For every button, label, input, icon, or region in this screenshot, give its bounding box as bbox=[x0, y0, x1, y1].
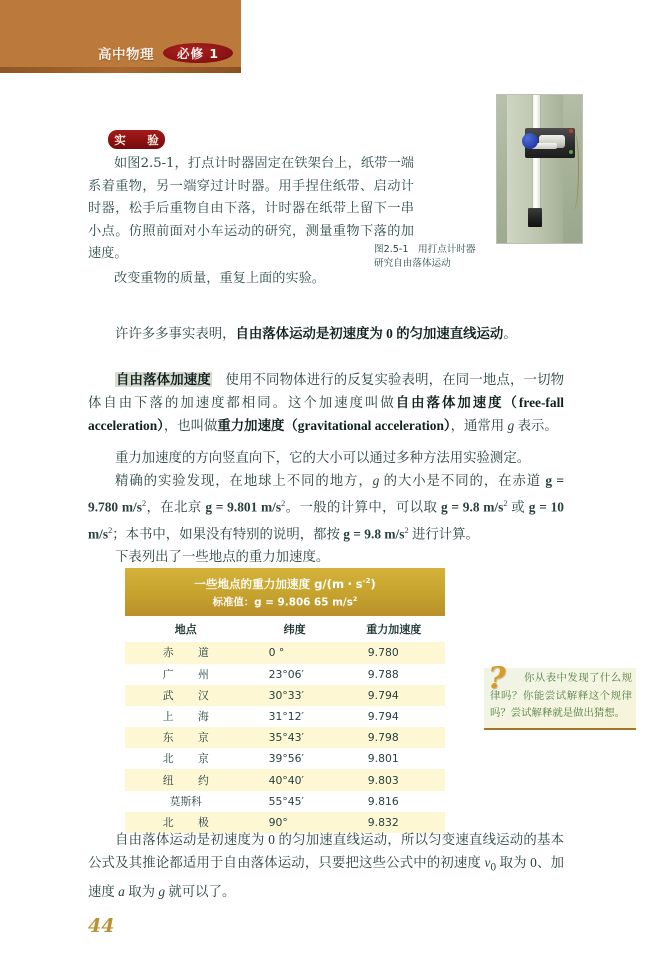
p1-bold: 自由落体运动是初速度为 0 的匀加速直线运动 bbox=[235, 326, 504, 341]
header-banner bbox=[0, 0, 241, 73]
table-column-head bbox=[125, 616, 445, 642]
p2-a: 使用不同物体进行的反复实验表明，在同一地点，一切物体自由下落的加速度都相同。这个加速度叫做 bbox=[88, 372, 565, 411]
paragraph-conclusion bbox=[88, 828, 564, 903]
cell-place: 上海 bbox=[162, 709, 209, 723]
table-row bbox=[125, 769, 445, 790]
green-indicator-icon bbox=[569, 150, 573, 154]
table-title-sup: -2 bbox=[362, 576, 371, 585]
cell-latitude: 30°33′ bbox=[268, 688, 304, 702]
cell-latitude: 39°56′ bbox=[268, 752, 304, 766]
paragraph-direction bbox=[88, 446, 564, 469]
p4-f: ；本书中，如果没有特别的说明，都按 bbox=[112, 526, 344, 542]
cell-latitude: 23°06′ bbox=[268, 667, 304, 681]
page-number: 44 bbox=[88, 915, 115, 937]
paragraph-freefall-acceleration bbox=[88, 368, 564, 438]
p2-end-2: 表示。 bbox=[514, 418, 558, 434]
table-title bbox=[125, 568, 445, 616]
paragraph-g-values bbox=[88, 469, 564, 546]
paragraph-table-intro bbox=[88, 545, 564, 568]
column-header-gravity: 重力加速度 bbox=[343, 616, 445, 642]
cell-gravity: 9.788 bbox=[367, 667, 399, 681]
p4-sup-5: 2 bbox=[404, 525, 409, 535]
table-row bbox=[125, 791, 445, 812]
cell-gravity: 9.832 bbox=[367, 815, 399, 829]
side-note-text: 你从表中发现了什么规律吗？你能尝试解释这个规律吗？尝试解释就是做出猜想。 bbox=[490, 672, 632, 720]
p2-term-2-en: （gravitational acceleration） bbox=[284, 418, 451, 434]
timer-blue-knob-icon bbox=[522, 133, 538, 149]
header-banner-content bbox=[98, 43, 233, 63]
p4-e: 或 bbox=[507, 499, 529, 515]
p2-term-1-en: （free-fall acceleration） bbox=[88, 395, 565, 434]
p6-c: 取为 bbox=[124, 884, 159, 900]
cell-latitude: 90° bbox=[268, 815, 288, 829]
experiment-badge: 实 验 bbox=[108, 130, 165, 149]
cell-place: 武汉 bbox=[162, 688, 209, 702]
table-title-main: 一些地点的重力加速度 g/(m・$s^{-2}$) bbox=[194, 576, 376, 591]
red-indicator-icon bbox=[569, 129, 573, 133]
table-body bbox=[125, 642, 445, 833]
p6-d: 就可以了。 bbox=[165, 884, 236, 900]
p4-equation-book: g = 9.8 m/s bbox=[343, 526, 405, 542]
cell-place: 东京 bbox=[162, 731, 209, 745]
p1-pre: 许许多多事实表明， bbox=[115, 326, 236, 341]
table-row bbox=[125, 748, 445, 769]
gravity-acceleration-table bbox=[125, 568, 445, 833]
p4-symbol-g: g bbox=[372, 473, 380, 488]
cell-latitude: 0 ° bbox=[268, 646, 285, 660]
cell-gravity: 9.794 bbox=[367, 709, 399, 723]
p6-b: 取为 0、加速度 bbox=[88, 855, 564, 900]
p4-sup-3: 2 bbox=[503, 499, 508, 509]
figure-caption bbox=[374, 243, 494, 270]
p4-b: 的大小是不同的，在赤道 bbox=[379, 473, 546, 488]
p4-sup-1: 2 bbox=[141, 499, 147, 509]
side-note-question bbox=[484, 661, 636, 730]
cell-place: 广州 bbox=[162, 667, 209, 681]
table-title-head bbox=[125, 568, 445, 616]
experiment-paragraph-2: 改变重物的质量，重复上面的实验。 bbox=[114, 270, 325, 286]
question-mark-icon: ? bbox=[488, 661, 506, 696]
cell-gravity: 9.816 bbox=[367, 794, 399, 808]
cell-latitude: 31°12′ bbox=[268, 709, 304, 723]
p2-symbol-g: g bbox=[507, 418, 515, 434]
column-header-latitude: 纬度 bbox=[247, 616, 343, 642]
experiment-text bbox=[88, 153, 414, 291]
experiment-paragraph-1: 如图2.5-1，打点计时器固定在铁架台上，纸带一端系着重物，另一端穿过计时器。用手捏住纸带、启动计时器，松手后重物自由下落，计时器在纸带上留下一串小点。仿照前面对小车运动的研究，测量重物下落的加速度。 bbox=[88, 156, 414, 262]
cell-latitude: 40°40′ bbox=[268, 773, 304, 787]
p4-c: ，在北京 bbox=[146, 499, 206, 515]
hanging-weight bbox=[528, 208, 542, 227]
figure-caption-line-1: 图2.5-1 用打点计时器 bbox=[374, 244, 476, 255]
p4-sup-2: 2 bbox=[281, 499, 286, 509]
p4-equation-98: g = 9.8 m/s bbox=[440, 499, 504, 515]
paragraph-freefall-definition bbox=[88, 322, 564, 345]
cell-place: 赤道 bbox=[162, 646, 209, 660]
p1-post: 。 bbox=[503, 326, 517, 341]
p4-equation-equator: g = 9.780 m/s bbox=[88, 473, 564, 515]
volume-badge: 必修 1 bbox=[163, 43, 233, 63]
cell-gravity: 9.801 bbox=[367, 752, 399, 766]
table-row bbox=[125, 706, 445, 727]
p4-equation-10: g = 10 m/s bbox=[88, 499, 564, 542]
p4-a: 精确的实验发现，在地球上不同的地方， bbox=[115, 473, 373, 488]
cell-latitude: 35°43′ bbox=[268, 731, 304, 745]
table-standard-value: 标准值：g = 9.806 65 $m/s^2$ bbox=[212, 594, 358, 609]
cell-place: 北京 bbox=[162, 752, 209, 766]
cell-gravity: 9.794 bbox=[367, 688, 399, 702]
table-std-sup: 2 bbox=[352, 594, 358, 603]
p2-end-1: ，通常用 bbox=[450, 418, 508, 434]
table-row bbox=[125, 664, 445, 685]
cell-place: 莫斯科 bbox=[169, 794, 202, 808]
p6-symbol-g: g bbox=[158, 884, 166, 900]
table-row bbox=[125, 727, 445, 748]
p4-sup-4: 2 bbox=[108, 525, 113, 535]
book-title: 高中物理 bbox=[98, 47, 154, 63]
p2-mid: ，也叫做 bbox=[163, 418, 218, 434]
p4-equation-beijing: g = 9.801 m/s bbox=[205, 499, 282, 515]
figure-caption-line-2: 研究自由落体运动 bbox=[374, 257, 451, 269]
table-row bbox=[125, 642, 445, 663]
experiment-apparatus-photo bbox=[497, 95, 582, 243]
column-header-place: 地点 bbox=[125, 616, 247, 642]
cell-gravity: 9.780 bbox=[367, 646, 399, 660]
p6-symbol-v0: v bbox=[484, 855, 491, 871]
p2-term-1: 自由落体加速度 bbox=[395, 395, 504, 411]
p4-d: 。一般的计算中，可以取 bbox=[285, 499, 441, 515]
p2-term-2: 重力加速度 bbox=[217, 418, 285, 434]
p4-tail: 进行计算。 bbox=[408, 526, 479, 542]
cell-gravity: 9.798 bbox=[367, 731, 399, 745]
subheading-freefall-acceleration: 自由落体加速度 bbox=[116, 372, 211, 387]
cell-latitude: 55°45′ bbox=[268, 794, 304, 808]
p3-text: 重力加速度的方向竖直向下，它的大小可以通过多种方法用实验测定。 bbox=[115, 450, 531, 465]
p6-a: 自由落体运动是初速度为 0 的匀加速直线运动，所以匀变速直线运动的基本公式及其推论都适用于自由落体运动，只要把这些公式中的初速度 bbox=[88, 832, 564, 871]
p6-symbol-a: a bbox=[118, 884, 125, 900]
cell-place: 北极 bbox=[162, 815, 209, 829]
p5-text: 下表列出了一些地点的重力加速度。 bbox=[115, 549, 330, 564]
cell-gravity: 9.803 bbox=[367, 773, 399, 787]
figure-2-5-1 bbox=[497, 95, 582, 243]
cell-place: 纽约 bbox=[162, 773, 209, 787]
p6-sub-0: 0 bbox=[490, 861, 497, 874]
table-row bbox=[125, 685, 445, 706]
